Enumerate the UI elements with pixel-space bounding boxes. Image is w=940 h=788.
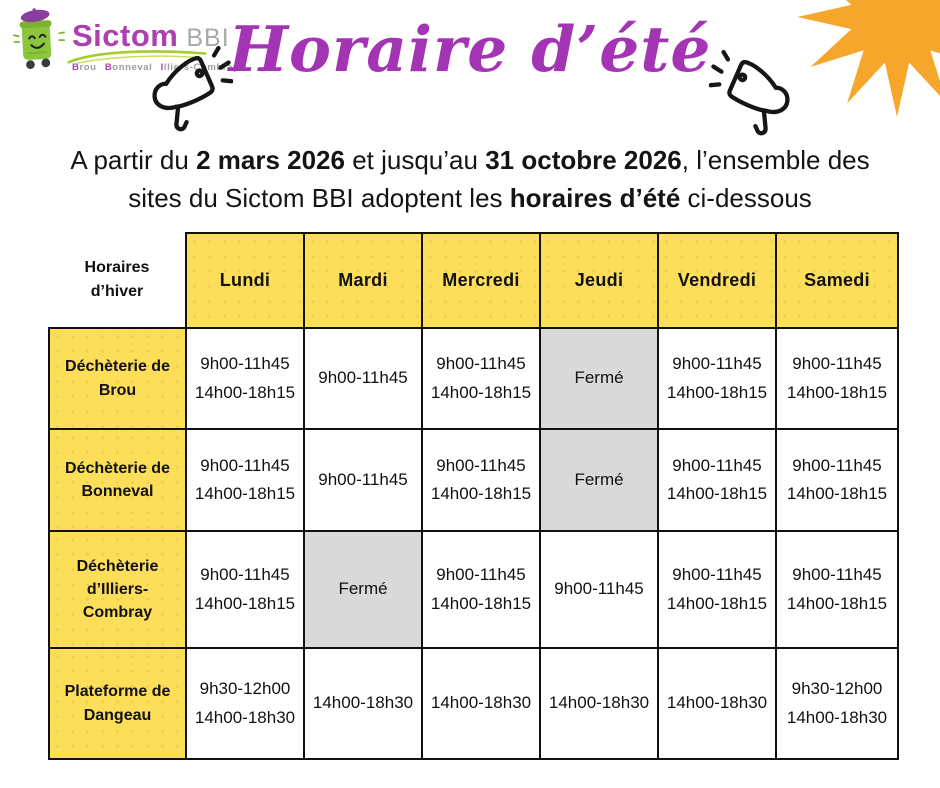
- table-row-dangeau: [49, 648, 898, 759]
- schedule-cell: 9h30-12h00 14h00-18h30: [186, 648, 304, 759]
- schedule-cell: 9h00-11h45 14h00-18h15: [776, 531, 898, 648]
- column-header-mercredi: Mercredi: [422, 233, 540, 328]
- table-corner-label: Horaires d’hiver: [49, 233, 186, 328]
- row-header-site: Plateforme de Dangeau: [49, 648, 186, 759]
- schedule-cell: 9h00-11h45 14h00-18h15: [776, 429, 898, 531]
- schedule-cell: 14h00-18h30: [304, 648, 422, 759]
- table-row-bonneval: [49, 429, 898, 531]
- intro-segment: , l’ensemble des: [681, 145, 870, 175]
- schedule-cell: 9h00-11h45 14h00-18h15: [658, 429, 776, 531]
- schedule-cell: 9h00-11h45 14h00-18h15: [186, 328, 304, 429]
- table-row-brou: [49, 328, 898, 429]
- schedule-cell-closed: Fermé: [540, 328, 658, 429]
- schedule-table: [48, 232, 899, 760]
- town-illiers-combray: Illiers-Combray: [160, 62, 239, 73]
- intro-date-start: 2 mars 2026: [196, 145, 345, 175]
- town-brou: Brou: [72, 62, 97, 73]
- row-header-site: Déchèterie de Brou: [49, 328, 186, 429]
- schedule-cell: 9h00-11h45 14h00-18h15: [658, 531, 776, 648]
- intro-highlight: horaires d’été: [509, 182, 681, 213]
- intro-segment: et jusqu’au: [344, 145, 486, 175]
- intro-text: [18, 142, 922, 217]
- schedule-cell: 9h00-11h45 14h00-18h15: [186, 531, 304, 648]
- schedule-cell-closed: Fermé: [540, 429, 658, 531]
- column-header-vendredi: Vendredi: [658, 233, 776, 328]
- row-header-site: Déchèterie de Bonneval: [49, 429, 186, 531]
- table-row-illiers-combray: [49, 531, 898, 648]
- row-header-site: Déchèterie d’Illiers-Combray: [49, 531, 186, 648]
- column-header-mardi: Mardi: [304, 233, 422, 328]
- schedule-cell: 9h00-11h45 14h00-18h15: [658, 328, 776, 429]
- schedule-cell: 14h00-18h30: [658, 648, 776, 759]
- schedule-cell: 9h30-12h00 14h00-18h30: [776, 648, 898, 759]
- schedule-cell-closed: Fermé: [304, 531, 422, 648]
- intro-date-end: 31 octobre 2026: [485, 145, 682, 175]
- schedule-cell: 14h00-18h30: [422, 648, 540, 759]
- intro-segment: sites du Sictom BBI adoptent les: [128, 182, 510, 213]
- schedule-cell: 9h00-11h45: [540, 531, 658, 648]
- schedule-cell: 9h00-11h45 14h00-18h15: [776, 328, 898, 429]
- column-header-lundi: Lundi: [186, 233, 304, 328]
- schedule-cell: 9h00-11h45 14h00-18h15: [422, 429, 540, 531]
- intro-segment: A partir du: [70, 145, 197, 175]
- column-header-samedi: Samedi: [776, 233, 898, 328]
- schedule-cell: 14h00-18h30: [540, 648, 658, 759]
- intro-segment: ci-dessous: [680, 182, 812, 213]
- page-title: Horaire d’été: [228, 12, 712, 86]
- sun-icon: [792, 0, 940, 122]
- brand-name: Sictom: [72, 18, 179, 53]
- megaphone-left-icon: [134, 43, 239, 141]
- schedule-cell: 9h00-11h45: [304, 429, 422, 531]
- table-header-row: [49, 233, 898, 328]
- schedule-cell: 9h00-11h45 14h00-18h15: [422, 531, 540, 648]
- town-bonneval: Bonneval: [104, 62, 153, 73]
- schedule-cell: 9h00-11h45 14h00-18h15: [186, 429, 304, 531]
- brand-suffix: BBI: [186, 24, 230, 52]
- schedule-cell: 9h00-11h45 14h00-18h15: [422, 328, 540, 429]
- schedule-cell: 9h00-11h45: [304, 328, 422, 429]
- column-header-jeudi: Jeudi: [540, 233, 658, 328]
